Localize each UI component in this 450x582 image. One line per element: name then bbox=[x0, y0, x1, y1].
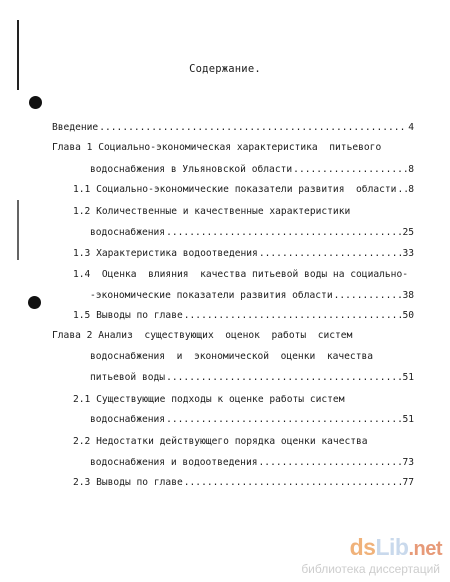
toc-page-number: 77 bbox=[402, 477, 414, 488]
toc-entry bbox=[90, 290, 414, 302]
scan-margin-line bbox=[17, 20, 19, 90]
toc-entry bbox=[73, 436, 368, 448]
dot-leader bbox=[184, 477, 402, 489]
toc-page-number: 38 bbox=[402, 290, 414, 301]
toc-entry bbox=[90, 164, 414, 176]
dot-leader bbox=[99, 122, 407, 134]
toc-entry-text: 1.3 Характеристика водоотведения bbox=[73, 248, 258, 259]
dot-leader bbox=[397, 184, 407, 196]
toc-entry bbox=[73, 206, 350, 218]
toc-entry-text: водоснабжения в Ульяновской области bbox=[90, 164, 293, 175]
toc-page-number: 51 bbox=[402, 372, 414, 383]
toc-page-number: 25 bbox=[402, 227, 414, 238]
toc-entry-text: 1.4 Оценка влияния качества питьевой воды на социально- bbox=[73, 269, 409, 280]
toc-page-number: 51 bbox=[402, 414, 414, 425]
toc-entry bbox=[73, 248, 414, 260]
logo-lib: Lib bbox=[375, 534, 409, 560]
toc-entry-text: 1.5 Выводы по главе bbox=[73, 310, 183, 321]
scan-margin-line bbox=[17, 200, 19, 260]
dot-leader bbox=[166, 414, 401, 426]
toc-entry-text: 1.1 Социально-экономические показатели развития области bbox=[73, 184, 397, 195]
dot-leader bbox=[259, 457, 402, 469]
toc-entry-text: -экономические показатели развития области bbox=[90, 290, 333, 301]
toc-page-number: 73 bbox=[402, 457, 414, 468]
toc-entry-text: 1.2 Количественные и качественные характеристики bbox=[73, 206, 351, 217]
punch-hole-icon bbox=[28, 296, 41, 309]
dot-leader bbox=[166, 372, 401, 384]
toc-entry-text: водоснабжения bbox=[90, 227, 166, 238]
toc-entry bbox=[90, 227, 414, 239]
punch-hole-icon bbox=[29, 96, 42, 109]
toc-entry-text: водоснабжения и экономической оценки качества bbox=[90, 351, 374, 362]
toc-entry bbox=[73, 310, 414, 322]
toc-entry bbox=[52, 142, 381, 154]
toc-entry-text: 2.2 Недостатки действующего порядка оценки качества bbox=[73, 436, 368, 447]
toc-entry bbox=[73, 394, 344, 406]
toc-entry bbox=[90, 351, 373, 363]
logo-net: .net bbox=[408, 538, 442, 560]
toc-page-number: 33 bbox=[402, 248, 414, 259]
toc-page-number: 50 bbox=[402, 310, 414, 321]
toc-entry bbox=[73, 184, 414, 196]
toc-entry bbox=[52, 122, 414, 134]
toc-entry-text: водоснабжения и водоотведения bbox=[90, 457, 258, 468]
toc-entry bbox=[90, 372, 414, 384]
toc-entry bbox=[73, 269, 408, 281]
toc-page-number: 8 bbox=[408, 164, 414, 175]
toc-entry-text: водоснабжения bbox=[90, 414, 166, 425]
toc-page-number: 4 bbox=[408, 122, 414, 133]
page-title: Содержание. bbox=[189, 63, 261, 75]
watermark-subtitle: библиотека диссертаций bbox=[301, 562, 440, 576]
dot-leader bbox=[259, 248, 402, 260]
dslib-logo bbox=[350, 534, 442, 561]
dot-leader bbox=[293, 164, 407, 176]
toc-entry bbox=[73, 477, 414, 489]
toc-entry-text: Введение bbox=[52, 122, 99, 133]
toc-entry bbox=[90, 457, 414, 469]
toc-entry-text: 2.1 Существующие подходы к оценке работы систем bbox=[73, 394, 345, 405]
dslib-watermark bbox=[232, 534, 442, 578]
dot-leader bbox=[184, 310, 402, 322]
toc-entry-text: 2.3 Выводы по главе bbox=[73, 477, 183, 488]
toc-entry bbox=[52, 330, 352, 342]
toc-entry-text: питьевой воды bbox=[90, 372, 166, 383]
logo-ds: ds bbox=[349, 534, 376, 560]
toc-page-number: 8 bbox=[408, 184, 414, 195]
dot-leader bbox=[334, 290, 402, 302]
toc-entry bbox=[90, 414, 414, 426]
dot-leader bbox=[166, 227, 401, 239]
toc-entry-text: Глава 2 Анализ существующих оценок работы систем bbox=[52, 330, 353, 341]
toc-entry-text: Глава 1 Социально-экономическая характеристика питьевого bbox=[52, 142, 382, 153]
